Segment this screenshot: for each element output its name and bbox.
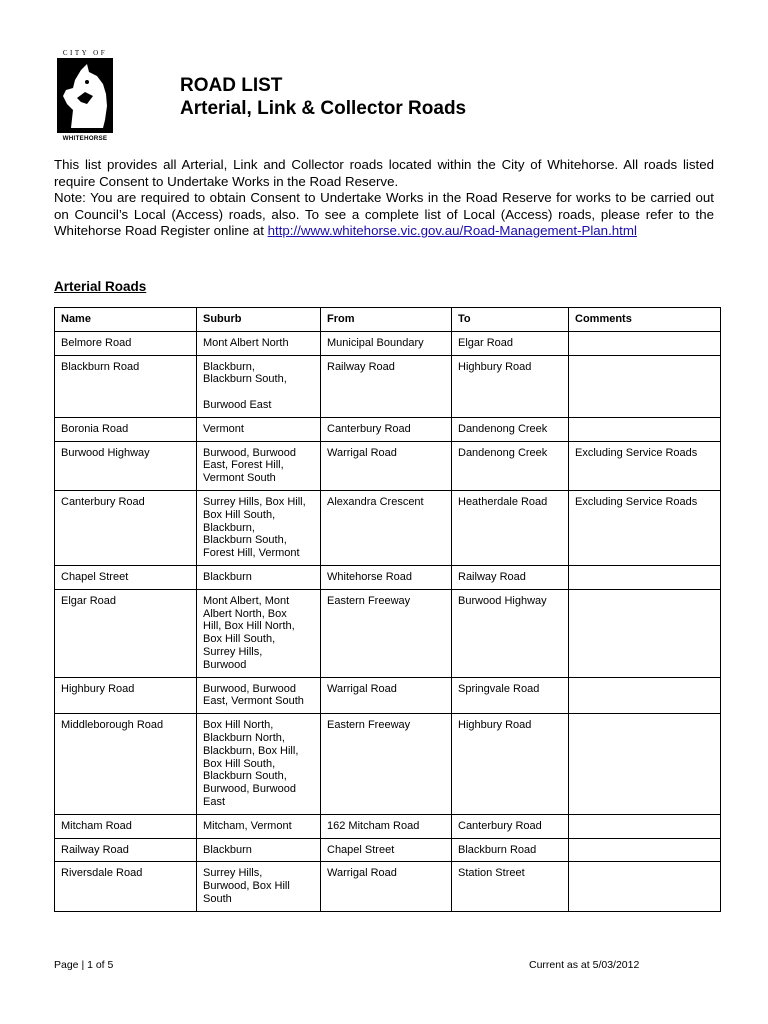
cell-comments: [569, 714, 721, 815]
cell-from: Eastern Freeway: [321, 714, 452, 815]
table-body: [55, 331, 721, 911]
section-title-arterial-roads: Arterial Roads: [54, 279, 147, 294]
cell-to: Canterbury Road: [452, 814, 569, 838]
cell-suburb: Blackburn: [197, 838, 321, 862]
title-line-1: ROAD LIST: [180, 75, 283, 96]
cell-suburb: Vermont: [197, 417, 321, 441]
cell-from: Warrigal Road: [321, 441, 452, 490]
table-row: [55, 677, 721, 714]
logo-city-of-text: CITY OF: [62, 49, 108, 57]
cell-name: Mitcham Road: [55, 814, 197, 838]
cell-from: Municipal Boundary: [321, 331, 452, 355]
cell-suburb: Mitcham, Vermont: [197, 814, 321, 838]
table-row: [55, 714, 721, 815]
cell-name: Belmore Road: [55, 331, 197, 355]
cell-suburb: Blackburn, Blackburn South, Burwood East: [197, 355, 321, 417]
table-row: [55, 355, 721, 417]
cell-to: Heatherdale Road: [452, 490, 569, 565]
cell-suburb: Burwood, Burwood East, Vermont South: [197, 677, 321, 714]
table-row: [55, 589, 721, 677]
cell-from: Railway Road: [321, 355, 452, 417]
cell-name: Highbury Road: [55, 677, 197, 714]
cell-comments: [569, 814, 721, 838]
cell-suburb: Surrey Hills, Box Hill, Box Hill South, Blackburn, Blackburn South, Forest Hill, Vermont: [197, 490, 321, 565]
title-line-2: Arterial, Link & Collector Roads: [180, 98, 467, 119]
cell-to: Burwood Highway: [452, 589, 569, 677]
cell-name: Railway Road: [55, 838, 197, 862]
city-logo: [55, 49, 115, 145]
cell-comments: [569, 862, 721, 911]
column-header-comments: Comments: [569, 308, 721, 332]
cell-name: Canterbury Road: [55, 490, 197, 565]
current-as-at-date: Current as at 5/03/2012: [529, 959, 640, 971]
cell-to: Dandenong Creek: [452, 441, 569, 490]
cell-comments: Excluding Service Roads: [569, 441, 721, 490]
column-header-suburb: Suburb: [197, 308, 321, 332]
table-row: [55, 565, 721, 589]
cell-name: Burwood Highway: [55, 441, 197, 490]
cell-suburb: Box Hill North, Blackburn North, Blackburn, Box Hill, Box Hill South, Blackburn South, Burwood, Burwood East: [197, 714, 321, 815]
cell-name: Elgar Road: [55, 589, 197, 677]
table-row: [55, 417, 721, 441]
cell-suburb: Burwood, Burwood East, Forest Hill, Vermont South: [197, 441, 321, 490]
intro-text: [54, 157, 714, 240]
arterial-roads-table: [54, 307, 721, 912]
cell-to: Station Street: [452, 862, 569, 911]
cell-to: Dandenong Creek: [452, 417, 569, 441]
table-row: [55, 838, 721, 862]
column-header-name: Name: [55, 308, 197, 332]
cell-name: Middleborough Road: [55, 714, 197, 815]
cell-to: Blackburn Road: [452, 838, 569, 862]
cell-comments: Excluding Service Roads: [569, 490, 721, 565]
cell-name: Riversdale Road: [55, 862, 197, 911]
cell-comments: [569, 417, 721, 441]
table-row: [55, 814, 721, 838]
cell-to: Springvale Road: [452, 677, 569, 714]
cell-to: Elgar Road: [452, 331, 569, 355]
column-header-to: To: [452, 308, 569, 332]
table-row: [55, 862, 721, 911]
logo-whitehorse-text: WHITEHORSE: [62, 135, 108, 142]
cell-comments: [569, 565, 721, 589]
cell-from: 162 Mitcham Road: [321, 814, 452, 838]
cell-name: Chapel Street: [55, 565, 197, 589]
cell-suburb: Surrey Hills, Burwood, Box Hill South: [197, 862, 321, 911]
table-row: [55, 490, 721, 565]
cell-comments: [569, 589, 721, 677]
cell-name: Blackburn Road: [55, 355, 197, 417]
road-register-link[interactable]: http://www.whitehorse.vic.gov.au/Road-Management-Plan.html: [267, 223, 637, 238]
cell-from: Canterbury Road: [321, 417, 452, 441]
document-title: [180, 74, 466, 120]
cell-suburb: Mont Albert North: [197, 331, 321, 355]
cell-to: Highbury Road: [452, 714, 569, 815]
cell-comments: [569, 331, 721, 355]
cell-comments: [569, 677, 721, 714]
intro-note-text: Note: You are required to obtain Consent to Undertake Works in the Road Reserve for works to be carried out on Council’s Local (Access) roads, also. To see a complete list of Local (Access) roads, please refer to the Whitehorse Road Register online at: [54, 190, 714, 238]
cell-from: Chapel Street: [321, 838, 452, 862]
cell-from: Alexandra Crescent: [321, 490, 452, 565]
table-header-row: [55, 308, 721, 332]
cell-name: Boronia Road: [55, 417, 197, 441]
page-number: Page | 1 of 5: [54, 959, 114, 971]
horse-head-icon: [57, 58, 113, 133]
cell-suburb: Mont Albert, Mont Albert North, Box Hill, Box Hill North, Box Hill South, Surrey Hills, Burwood: [197, 589, 321, 677]
cell-from: Eastern Freeway: [321, 589, 452, 677]
table-row: [55, 441, 721, 490]
cell-comments: [569, 838, 721, 862]
cell-to: Highbury Road: [452, 355, 569, 417]
intro-paragraph-1: This list provides all Arterial, Link and Collector roads located within the City of Whitehorse. All roads listed require Consent to Undertake Works in the Road Reserve.: [54, 157, 714, 189]
column-header-from: From: [321, 308, 452, 332]
cell-from: Warrigal Road: [321, 862, 452, 911]
cell-from: Warrigal Road: [321, 677, 452, 714]
cell-from: Whitehorse Road: [321, 565, 452, 589]
intro-paragraph-2: [54, 190, 714, 240]
cell-to: Railway Road: [452, 565, 569, 589]
table-row: [55, 331, 721, 355]
cell-comments: [569, 355, 721, 417]
cell-suburb: Blackburn: [197, 565, 321, 589]
